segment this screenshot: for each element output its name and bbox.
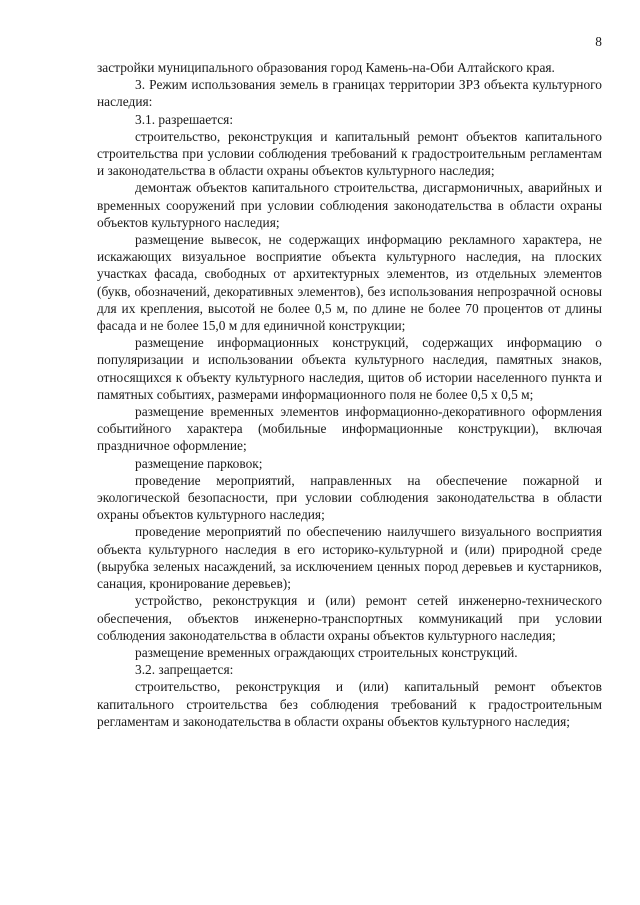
paragraph-prohibited-construction: строительство, реконструкция и (или) капитальный ремонт объектов капитального строительства без соблюдения требований к градостроительным регламентам и законодательства в области охраны объектов культурного наследия;	[97, 679, 602, 729]
paragraph-allowed-construction: строительство, реконструкция и капитальный ремонт объектов капитального строительства при условии соблюдения требований к градостроительным регламентам и законодательства в области охраны объектов культурного наследия;	[97, 128, 602, 179]
page-number: 8	[595, 34, 602, 49]
document-body	[97, 59, 602, 730]
paragraph-continuation: застройки муниципального образования город Камень-на-Оби Алтайского края.	[97, 60, 555, 75]
paragraph-allowed-parking: размещение парковок;	[135, 455, 263, 471]
paragraph-allowed-temporary-fencing: размещение временных ограждающих строительных конструкций.	[135, 644, 518, 660]
paragraph-allowed-safety-measures: проведение мероприятий, направленных на обеспечение пожарной и экологической безопасности, при условии соблюдения законодательства в области охраны объектов культурного наследия;	[97, 472, 602, 523]
paragraph-allowed-demolition: демонтаж объектов капитального строительства, дисгармоничных, аварийных и временных сооружений при условии соблюдения законодательства в области охраны объектов культурного наследия;	[97, 180, 602, 230]
paragraph-allowed-engineering-networks: устройство, реконструкция и (или) ремонт сетей инженерно-технического обеспечения, объектов инженерно-транспортных коммуникаций при условии соблюдения законодательства в области охраны объектов культурного наследия;	[97, 593, 602, 643]
paragraph-allowed-signage: размещение вывесок, не содержащих информацию рекламного характера, не искажающих визуальное восприятие объекта культурного наследия, на плоских участках фасада, свободных от архитектурных элементов, из отдельных элементов (букв, обозначений, декоративных элементов), без использования непрозрачной основы для их крепления, высотой не более 0,5 м, по длине не более 70 процентов от длины фасада и не более 15,0 м для единичной конструкции;	[97, 232, 602, 334]
paragraph-section-3-2-heading: 3.2. запрещается:	[135, 662, 234, 678]
paragraph-allowed-temporary-decor: размещение временных элементов информационно-декоративного оформления событийного характера (мобильные информационные конструкции), включая праздничное оформление;	[97, 404, 602, 454]
paragraph-section-3-heading: 3. Режим использования земель в границах территории ЗРЗ объекта культурного наследия:	[97, 77, 602, 110]
paragraph-allowed-visual-perception: проведение мероприятий по обеспечению наилучшего визуального восприятия объекта культурного наследия в его историко-культурной и (или) природной среде (вырубка зеленых насаждений, за исключением ценных пород деревьев и кустарников, санация, кронирование деревьев);	[97, 524, 602, 592]
paragraph-allowed-info-structures: размещение информационных конструкций, содержащих информацию о популяризации и использовании объекта культурного наследия, памятных знаков, относящихся к объекту культурного наследия, щитов об истории населенного пункта и памятных событиях, размерами информационного поля не более 0,5 х 0,5 м;	[97, 335, 602, 402]
paragraph-section-3-1-heading: 3.1. разрешается:	[135, 111, 234, 127]
